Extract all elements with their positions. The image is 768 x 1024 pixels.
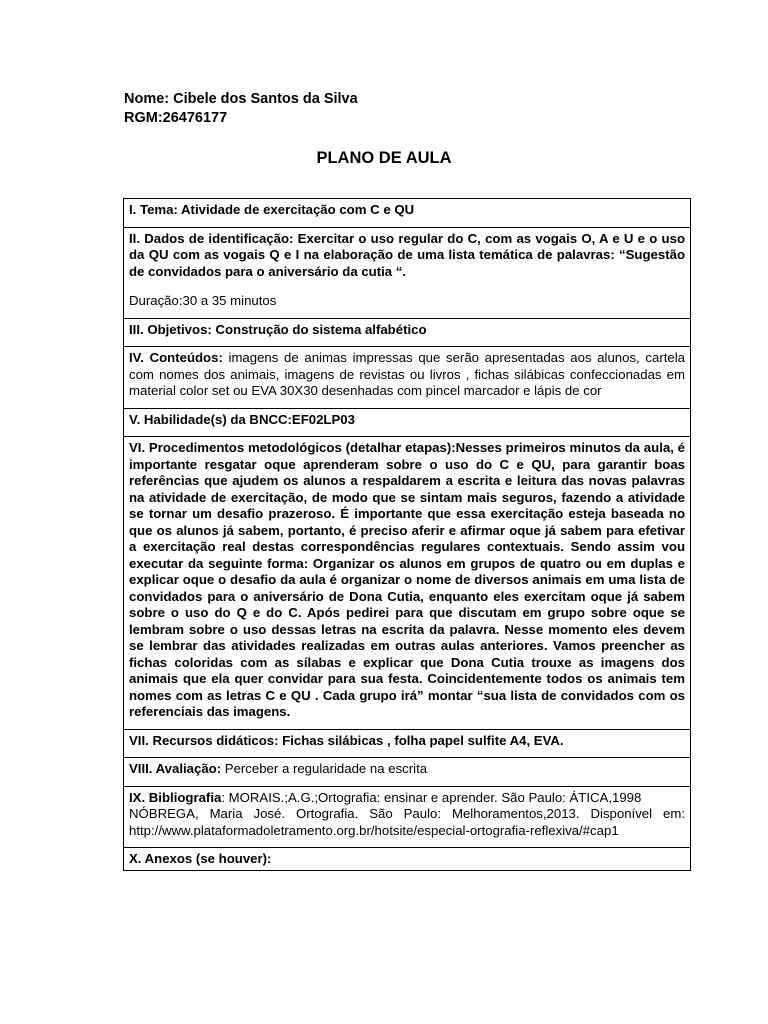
bibliografia-line-1 [129, 790, 685, 807]
conteudos-text: imagens de animas impressas que serão apresentadas aos alunos, cartela com nomes dos animais, imagens de revistas ou livros , fichas silábicas confeccionadas em material color set ou EVA 30X30 desenhadas com pincel marcador e lápis de cor [129, 350, 685, 398]
section-recursos [124, 729, 691, 758]
recursos-text: VII. Recursos didáticos: Fichas silábicas , folha papel sulfite A4, EVA. [129, 732, 564, 748]
lesson-plan-table [123, 198, 691, 871]
bibliografia-ref-1: : MORAIS.;A.G.;Ortografia: ensinar e aprender. São Paulo: ÁTICA,1998 [221, 789, 642, 805]
student-name: Nome: Cibele dos Santos da Silva [124, 91, 358, 107]
table-row [124, 199, 691, 228]
section-habilidade [124, 408, 691, 437]
table-row [124, 408, 691, 437]
table-row [124, 227, 691, 318]
section-procedimentos [124, 437, 691, 730]
table-row [124, 729, 691, 758]
avaliacao-text: Perceber a regularidade na escrita [221, 761, 428, 776]
procedimentos-text: VI. Procedimentos metodológicos (detalhar etapas):Nesses primeiros minutos da aula, é importante resgatar oque aprenderam sobre o uso do C e QU, para garantir boas referências que ajudem os alunos a respaldarem a escrita e leitura das novas palavras na atividade de exercitação, de modo que se sintam mais seguros, fazendo a atividade se tornar um desafio prazeroso. É importante que essa exercitação esteja baseada no que os alunos já sabem, portanto, é preciso aferir e afirmar oque já sabem para efetivar a exercitação real destas correspondências regulares contextuais. Sendo assim vou executar da seguinte forma: Organizar os alunos em grupos de quatro ou em duplas e explicar oque o desafio da aula é organizar o nome de diversos animais em uma lista de convidados para o aniversário de Dona Cutia, enquanto eles exercitam oque já sabem sobre o uso do Q e do C. Após pedirei para que discutam em grupo sobre oque se lembram sobre o uso dessas letras na escrita da palavra. Nesse momento eles devem se lembrar das atividades realizadas em outras aulas anteriores. Vamos preencher as fichas coloridas com as sílabas e explicar que Dona Cutia trouxe as imagens dos animais que ela quer convidar para sua festa. Coincidentemente todos os animais tem nomes com as letras C e QU . Cada grupo irá” montar “sua lista de convidados com os referenciais das imagens. [129, 440, 685, 719]
table-row [124, 437, 691, 730]
section-anexos [124, 848, 691, 871]
anexos-text: X. Anexos (se houver): [129, 851, 272, 866]
table-row [124, 848, 691, 871]
dados-text: II. Dados de identificação: Exercitar o uso regular do C, com as vogais O, A e U e o uso da QU com as vogais Q e I na elaboração de uma lista temática de palavras: “Sugestão de convidados para o aniversário da cutia “. [129, 230, 685, 279]
section-conteudos [124, 347, 691, 409]
section-avaliacao [124, 758, 691, 787]
conteudos-label: IV. Conteúdos: [129, 350, 223, 365]
objetivos-text: III. Objetivos: Construção do sistema alfabético [129, 321, 427, 337]
section-bibliografia [124, 786, 691, 848]
section-objetivos [124, 318, 691, 347]
duracao-text: Duração:30 a 35 minutos [129, 293, 277, 308]
table-row [124, 786, 691, 848]
student-rgm: RGM:26476177 [124, 109, 228, 126]
table-row [124, 758, 691, 787]
section-tema [124, 199, 691, 228]
table-row [124, 318, 691, 347]
bibliografia-label: IX. Bibliografia [129, 789, 222, 805]
document-header [124, 90, 358, 127]
section-dados [124, 227, 691, 318]
avaliacao-label: VIII. Avaliação: [129, 761, 222, 776]
bibliografia-line-2: NÓBREGA, Maria José. Ortografia. São Paulo: Melhoramentos,2013. Disponível em: http://www.plataformadoletramento.org.br/hotsite/especial-ortografia-reflexiva/#cap1 [129, 806, 685, 838]
table-row [124, 347, 691, 409]
habilidade-text: V. Habilidade(s) da BNCC:EF02LP03 [129, 411, 355, 427]
page-title: PLANO DE AULA [316, 149, 452, 167]
tema-text: I. Tema: Atividade de exercitação com C e QU [129, 202, 415, 217]
